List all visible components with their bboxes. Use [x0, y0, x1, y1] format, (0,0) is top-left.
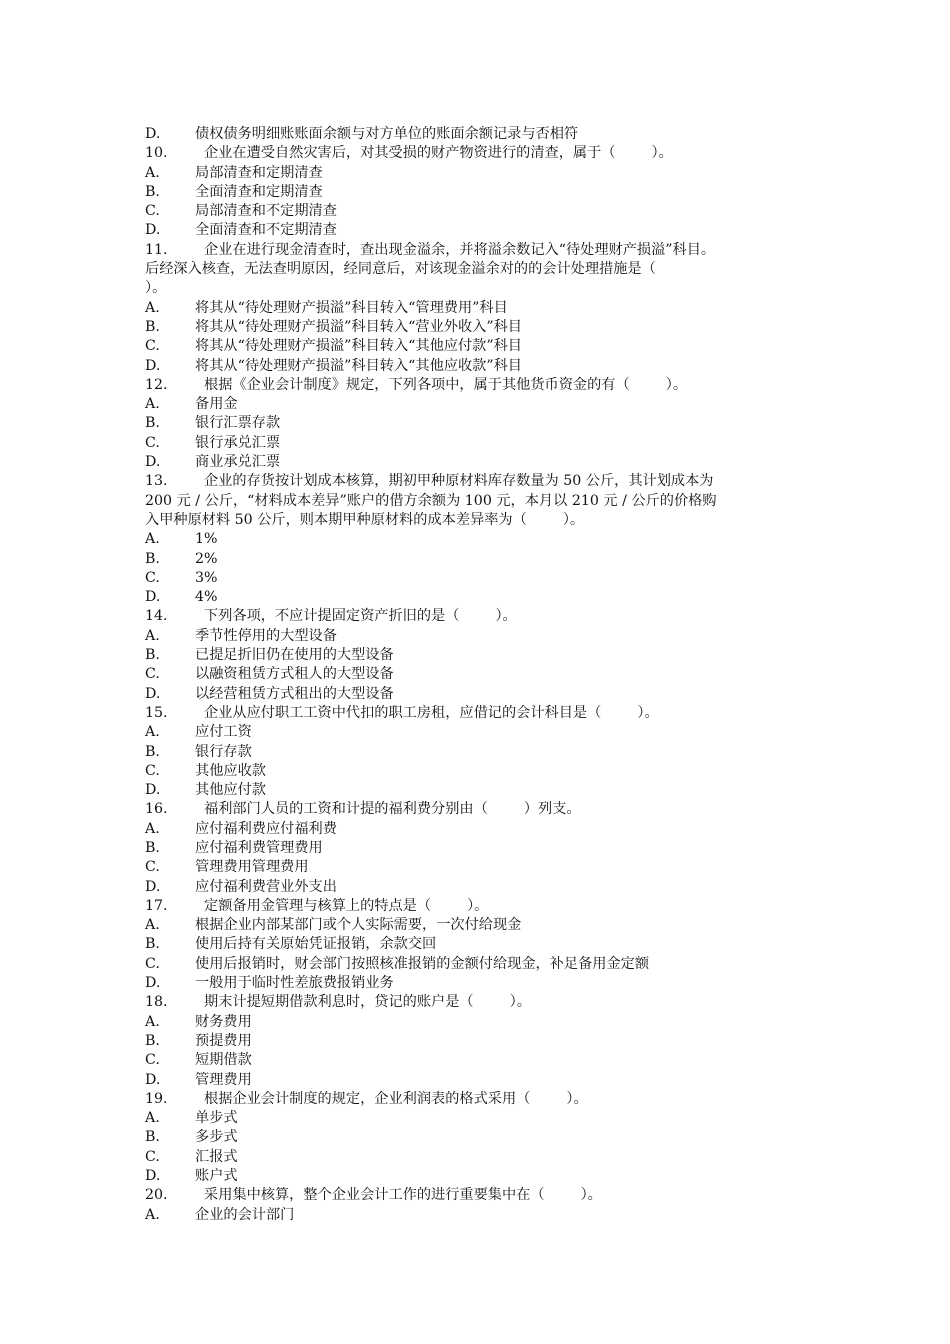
question-line	[145, 800, 825, 819]
option-letter: B.	[145, 415, 160, 432]
question-line	[145, 607, 825, 626]
question-continuation	[145, 279, 825, 298]
question-number: 19.	[145, 1090, 168, 1107]
option-text: 将其从“待处理财产损溢”科目转入“营业外收入”科目	[195, 318, 522, 335]
option-letter: A.	[145, 820, 160, 837]
question-text: 企业从应付职工工资中代扣的职工房租，应借记的会计科目是（ ）。	[195, 704, 659, 721]
question-line	[145, 1090, 825, 1109]
option-text: 单步式	[195, 1110, 238, 1127]
question-number: 11.	[145, 241, 168, 258]
option-letter: B.	[145, 1032, 160, 1049]
option-text: 管理费用	[195, 1071, 252, 1088]
question-number: 14.	[145, 608, 168, 625]
question-number: 12.	[145, 376, 168, 393]
answer-option	[145, 337, 825, 356]
option-letter: D.	[145, 357, 161, 374]
option-letter: B.	[145, 318, 160, 335]
option-letter: C.	[145, 762, 160, 779]
option-text: 全面清查和不定期清查	[195, 222, 337, 239]
option-text: 全面清查和定期清查	[195, 183, 323, 200]
option-text: 2%	[195, 550, 218, 567]
option-text: 季节性停用的大型设备	[195, 627, 337, 644]
question-number: 15.	[145, 704, 168, 721]
option-text: 企业的会计部门	[195, 1206, 295, 1223]
answer-option	[145, 299, 825, 318]
answer-option	[145, 550, 825, 569]
option-letter: D.	[145, 1071, 161, 1088]
option-text: 汇报式	[195, 1148, 238, 1165]
option-letter: C.	[145, 203, 160, 220]
answer-option	[145, 395, 825, 414]
option-text: 1%	[195, 531, 218, 548]
option-letter: A.	[145, 1110, 160, 1127]
option-letter: D.	[145, 589, 161, 606]
question-line	[145, 472, 825, 491]
line-text: 入甲种原材料 50 公斤，则本期甲种原材料的成本差异率为（ ）。	[145, 511, 585, 528]
option-letter: D.	[145, 454, 161, 471]
option-text: 将其从“待处理财产损溢”科目转入“管理费用”科目	[195, 299, 508, 316]
option-letter: A.	[145, 396, 160, 413]
option-text: 备用金	[195, 396, 238, 413]
answer-option	[145, 743, 825, 762]
option-letter: C.	[145, 338, 160, 355]
answer-option	[145, 318, 825, 337]
option-letter: B.	[145, 183, 160, 200]
option-text: 使用后报销时，财会部门按照核准报销的金额付给现金，补足备用金定额	[195, 955, 650, 972]
option-letter: C.	[145, 1148, 160, 1165]
option-text: 预提费用	[195, 1032, 252, 1049]
question-text: 定额备用金管理与核算上的特点是（ ）。	[195, 897, 489, 914]
option-text: 商业承兑汇票	[195, 454, 281, 471]
option-text: 银行存款	[195, 743, 252, 760]
answer-option	[145, 916, 825, 935]
option-text: 银行汇票存款	[195, 415, 281, 432]
question-text: 期末计提短期借款利息时，贷记的账户是（ ）。	[195, 994, 531, 1011]
answer-option	[145, 1109, 825, 1128]
option-letter: C.	[145, 434, 160, 451]
answer-option	[145, 357, 825, 376]
option-text: 账户式	[195, 1168, 238, 1185]
option-letter: B.	[145, 1129, 160, 1146]
question-text: 根据《企业会计制度》规定，下列各项中，属于其他货币资金的有（ ）。	[195, 376, 688, 393]
option-letter: C.	[145, 666, 160, 683]
answer-option	[145, 434, 825, 453]
option-letter: C.	[145, 955, 160, 972]
answer-option	[145, 935, 825, 954]
answer-option	[145, 1051, 825, 1070]
option-letter: D.	[145, 782, 161, 799]
option-text: 其他应付款	[195, 782, 266, 799]
option-text: 债权债务明细账账面余额与对方单位的账面余额记录与否相符	[195, 126, 579, 142]
question-number: 16.	[145, 801, 168, 818]
answer-option	[145, 762, 825, 781]
question-line	[145, 144, 825, 163]
question-text: 福利部门人员的工资和计提的福利费分别由（ ）列支。	[195, 801, 581, 818]
line-text: ）。	[145, 280, 167, 297]
option-letter: D.	[145, 1168, 161, 1185]
question-number: 17.	[145, 897, 168, 914]
option-letter: D.	[145, 222, 161, 239]
option-letter: C.	[145, 1052, 160, 1069]
answer-option	[145, 125, 825, 144]
question-text: 下列各项，不应计提固定资产折旧的是（ ）。	[195, 608, 517, 625]
question-continuation	[145, 260, 825, 279]
option-text: 以经营租赁方式租出的大型设备	[195, 685, 394, 702]
question-line	[145, 993, 825, 1012]
answer-option	[145, 974, 825, 993]
option-letter: C.	[145, 859, 160, 876]
question-text: 根据企业会计制度的规定，企业利润表的格式采用（ ）。	[195, 1090, 588, 1107]
option-letter: D.	[145, 878, 161, 895]
answer-option	[145, 414, 825, 433]
question-text: 企业在遭受自然灾害后，对其受损的财产物资进行的清查，属于（ ）。	[195, 145, 673, 162]
answer-option	[145, 1013, 825, 1032]
option-letter: A.	[145, 1013, 160, 1030]
option-text: 银行承兑汇票	[195, 434, 281, 451]
option-letter: B.	[145, 550, 160, 567]
option-letter: D.	[145, 685, 161, 702]
option-letter: B.	[145, 743, 160, 760]
option-text: 4%	[195, 589, 218, 606]
option-text: 其他应收款	[195, 762, 266, 779]
option-letter: C.	[145, 569, 160, 586]
answer-option	[145, 646, 825, 665]
answer-option	[145, 723, 825, 742]
answer-option	[145, 878, 825, 897]
answer-option	[145, 781, 825, 800]
question-line	[145, 1186, 825, 1205]
answer-option	[145, 588, 825, 607]
line-text: 200 元 / 公斤，“材料成本差异”账户的借方余额为 100 元，本月以 210 元 / 公斤的价格购	[145, 492, 717, 509]
answer-option	[145, 1167, 825, 1186]
answer-option	[145, 820, 825, 839]
option-letter: A.	[145, 164, 160, 181]
question-text: 企业的存货按计划成本核算，期初甲种原材料库存数量为 50 公斤，其计划成本为	[195, 473, 714, 490]
answer-option	[145, 202, 825, 221]
question-text: 企业在进行现金清查时，查出现金溢余，并将溢余数记入“待处理财产损溢”科目。	[195, 241, 716, 258]
answer-option	[145, 164, 825, 183]
question-text: 采用集中核算，整个企业会计工作的进行重要集中在（ ）。	[195, 1187, 602, 1204]
question-number: 10.	[145, 145, 168, 162]
option-letter: D.	[145, 975, 161, 992]
answer-option	[145, 627, 825, 646]
option-text: 一般用于临时性差旅费报销业务	[195, 975, 394, 992]
option-letter: A.	[145, 627, 160, 644]
question-number: 13.	[145, 473, 168, 490]
option-letter: A.	[145, 724, 160, 741]
option-text: 应付福利费营业外支出	[195, 878, 337, 895]
option-text: 多步式	[195, 1129, 238, 1146]
option-text: 管理费用管理费用	[195, 859, 309, 876]
question-line	[145, 897, 825, 916]
option-letter: B.	[145, 647, 160, 664]
option-text: 财务费用	[195, 1013, 252, 1030]
option-text: 将其从“待处理财产损溢”科目转入“其他应收款”科目	[195, 357, 522, 374]
option-text: 应付福利费应付福利费	[195, 820, 337, 837]
answer-option	[145, 453, 825, 472]
option-text: 局部清查和定期清查	[195, 164, 323, 181]
option-text: 已提足折旧仍在使用的大型设备	[195, 647, 394, 664]
option-text: 应付福利费管理费用	[195, 839, 323, 856]
option-text: 3%	[195, 569, 218, 586]
question-line	[145, 376, 825, 395]
option-text: 使用后持有关原始凭证报销，余款交回	[195, 936, 437, 953]
question-number: 20.	[145, 1187, 168, 1204]
document-body	[145, 125, 825, 1225]
answer-option	[145, 665, 825, 684]
question-number: 18.	[145, 994, 168, 1011]
answer-option	[145, 955, 825, 974]
answer-option	[145, 1206, 825, 1225]
option-text: 将其从“待处理财产损溢”科目转入“其他应付款”科目	[195, 338, 522, 355]
answer-option	[145, 685, 825, 704]
answer-option	[145, 839, 825, 858]
answer-option	[145, 1128, 825, 1147]
option-letter: A.	[145, 299, 160, 316]
answer-option	[145, 1032, 825, 1051]
question-continuation	[145, 511, 825, 530]
answer-option	[145, 1071, 825, 1090]
line-text: 后经深入核查，无法查明原因，经同意后，对该现金溢余对的的会计处理措施是（	[145, 261, 656, 278]
answer-option	[145, 183, 825, 202]
answer-option	[145, 530, 825, 549]
question-line	[145, 241, 825, 260]
option-letter: A.	[145, 917, 160, 934]
answer-option	[145, 1148, 825, 1167]
option-text: 以融资租赁方式租人的大型设备	[195, 666, 394, 683]
option-letter: A.	[145, 1206, 160, 1223]
answer-option	[145, 221, 825, 240]
option-letter: D.	[145, 126, 161, 142]
option-letter: B.	[145, 839, 160, 856]
answer-option	[145, 569, 825, 588]
option-text: 短期借款	[195, 1052, 252, 1069]
option-letter: A.	[145, 531, 160, 548]
option-text: 根据企业内部某部门或个人实际需要，一次付给现金	[195, 917, 522, 934]
question-continuation	[145, 492, 825, 511]
option-letter: B.	[145, 936, 160, 953]
question-line	[145, 704, 825, 723]
answer-option	[145, 858, 825, 877]
option-text: 应付工资	[195, 724, 252, 741]
option-text: 局部清查和不定期清查	[195, 203, 337, 220]
